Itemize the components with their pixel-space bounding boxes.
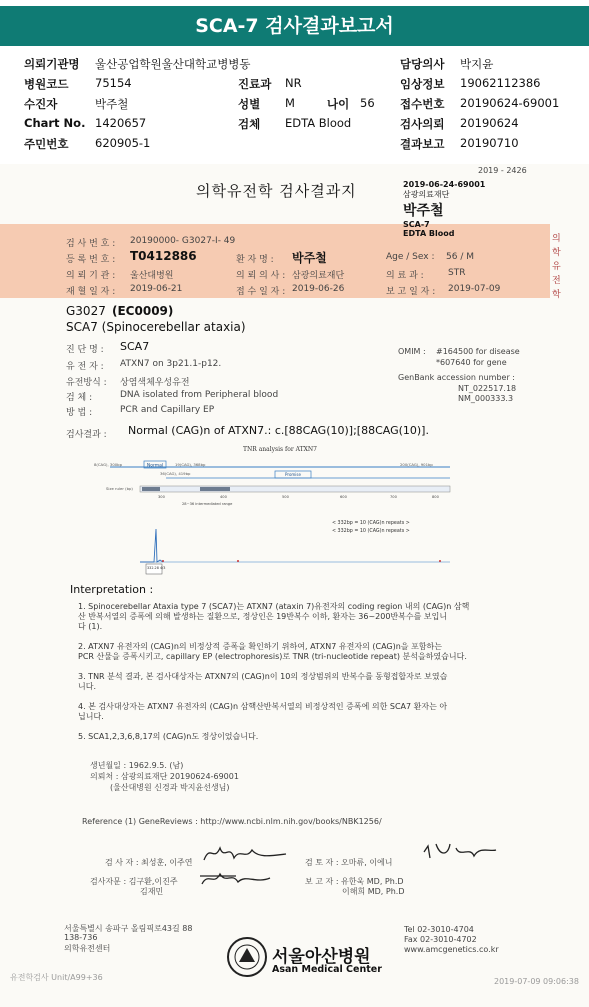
interp-body: [78, 602, 528, 742]
stamp-test: SCA-7: [403, 220, 430, 229]
tick-400: 400: [220, 495, 227, 499]
test-name: SCA7 (Spinocerebellar ataxia): [66, 320, 246, 334]
interp-line: 닙니다.: [78, 712, 104, 721]
genbank-1: NT_022517.18: [458, 384, 517, 393]
reference: Reference (1) GeneReviews : http://www.ncbi.nlm.nih.gov/books/NBK1256/: [82, 817, 382, 826]
interp-line: 산 반복서열의 증폭에 의해 발생하는 질환으로, 정상인은 19반복수 이하, 환자는 36~200반복수를 보입니: [78, 612, 448, 621]
ruler-label: Size ruler (bp): [106, 486, 133, 491]
dept-value: NR: [285, 76, 302, 90]
stamp-name: 박주철: [403, 203, 444, 219]
receipt-no-label: 접수번호: [400, 97, 445, 111]
mid2-label: 36(CAG), 419bp: [160, 471, 191, 476]
interp-line: 5. SCA1,2,3,6,8,17의 (CAG)n도 정상이었습니다.: [78, 732, 259, 741]
genbank-label: GenBank accession number :: [398, 373, 515, 382]
marker-2: [237, 560, 239, 562]
ruler-mark-1: [142, 487, 160, 491]
result-label: 검사결과 :: [66, 430, 107, 440]
hospital-code-value: 75154: [95, 76, 132, 90]
top-number: 2019 - 2426: [478, 166, 527, 175]
doctor-label: 담당의사: [400, 57, 445, 71]
address-1: 서울특별시 송파구 올림픽로43길 88: [64, 924, 193, 933]
hospital-name-kr: 서울아산병원: [272, 947, 371, 967]
request-date-label: 검사의뢰: [400, 117, 445, 131]
inherit-value: 상염색체우성유전: [120, 378, 190, 388]
sex-label: 성별: [238, 97, 261, 111]
peak-trace: [140, 529, 163, 562]
marker-3: [439, 560, 441, 562]
result-value: Normal (CAG)n of ATXN7.: c.[88CAG(10)];[88CAG(10)].: [128, 424, 429, 437]
address-3: 의학유전센터: [64, 944, 111, 953]
hospital-name-en: Asan Medical Center: [272, 964, 382, 975]
footer-right: 2019-07-09 09:06:38: [494, 977, 579, 986]
promo-label: Promise: [285, 472, 301, 477]
advisor-2: 김재민: [140, 887, 164, 896]
marker-1: [162, 560, 164, 562]
repeat-note-1: < 332bp = 10 (CAG)n repeats >: [332, 521, 410, 526]
reviewer: 검 토 자 : 오마류, 이에니: [305, 858, 393, 867]
doctor-value-scan: 삼광의료재단: [292, 271, 345, 281]
tick-600: 600: [340, 495, 347, 499]
doc-title: 의학유전학 검사결과지: [196, 182, 357, 200]
tick-800: 800: [432, 495, 439, 499]
peak-label: 332.28 4/3: [147, 566, 166, 570]
interp-line: 3. TNR 분석 결과, 본 검사대상자는 ATXN7의 (CAG)n이 10의 정상범위의 반복수를 동형접합자로 보였습: [78, 672, 448, 681]
exec-date-value: 2019-06-21: [130, 284, 183, 294]
method-label: 방 법 :: [66, 408, 93, 418]
institution-value: 울산공업학원울산대학교병병동: [95, 57, 251, 71]
age-value: 56: [360, 96, 375, 110]
dx-label: 진 단 명 :: [66, 345, 104, 355]
right-label: 200(CAG), 901bp: [400, 462, 433, 467]
address-2: 138-736: [64, 933, 98, 942]
footer-left: 유전학검사 Unit/A99+36: [10, 973, 103, 982]
header-info: [0, 52, 589, 152]
age-sex-label: Age / Sex :: [386, 252, 435, 262]
dx-value: SCA7: [120, 340, 150, 353]
reg-no-value: T0412886: [130, 249, 197, 263]
report-date-value-scan: 2019-07-09: [448, 284, 501, 294]
institution-label-scan: 의 뢰 기 관 :: [66, 271, 116, 281]
stamp-line2: 삼광의료재단: [403, 190, 450, 199]
request-line-2: (울산대병원 신경과 박지윤선생님): [110, 783, 230, 792]
advisor-signature: [196, 866, 276, 890]
interp-title: Interpretation :: [70, 583, 154, 596]
patient-name-value: 박주철: [292, 251, 327, 265]
doctor-value: 박지윤: [460, 57, 494, 71]
repeat-note-2: < 332bp = 10 (CAG)n repeats >: [332, 529, 410, 534]
institution-value-scan: 울산대병원: [130, 271, 174, 281]
side-label: 의학유전학: [552, 234, 561, 300]
interp-line: 니다.: [78, 682, 96, 691]
tel: Tel 02-3010-4704: [404, 925, 474, 934]
spec-label: 검 체 :: [66, 393, 93, 403]
exam-no-value: 20190000- G3027-I- 49: [130, 236, 236, 246]
reporter: 보 고 자 : 유한욱 MD, Ph.D: [305, 877, 404, 886]
age-label: 나이: [327, 97, 350, 111]
stamp-specimen: EDTA Blood: [403, 229, 455, 238]
clinical-info-value: 19062112386: [460, 76, 541, 90]
reporter-2: 이해희 MD, Ph.D: [342, 887, 405, 896]
recv-date-value: 2019-06-26: [292, 284, 345, 294]
intermediate-label: 28~36 intermediated range: [182, 502, 233, 506]
dept-label: 진료과: [238, 77, 272, 91]
fax: Fax 02-3010-4702: [404, 935, 477, 944]
request-date-value: 20190624: [460, 116, 519, 130]
chart-no-value: 1420657: [95, 116, 147, 130]
chart-no-label: Chart No.: [24, 116, 86, 130]
mid1-label: 19(CAG), 368bp: [175, 462, 206, 467]
spec-value: DNA isolated from Peripheral blood: [120, 390, 279, 400]
inherit-label: 유전방식 :: [66, 378, 107, 388]
test-code2: (EC0009): [112, 304, 174, 318]
website: www.amcgenetics.co.kr: [404, 945, 499, 954]
resident-no-label: 주민번호: [24, 137, 69, 151]
omim-disease: #164500 for disease: [436, 347, 520, 356]
ruler-mark-2: [200, 487, 230, 491]
interp-line: PCR 산물을 증폭시키고, capillary EP (electrophoresis)로 TNR (tri-nucleotide repeat) 분석을하였습니다.: [78, 652, 467, 661]
sex-value: M: [285, 96, 295, 110]
hospital-code-label: 병원코드: [24, 77, 69, 91]
reviewer-signature: [420, 838, 500, 864]
examiner: 검 사 자 : 최성훈, 이주연: [105, 858, 193, 867]
dept-label-scan: 의 료 과 :: [386, 271, 424, 281]
report-date-value: 20190710: [460, 136, 519, 150]
interp-line: 2. ATXN7 유전자의 (CAG)n의 비정상적 증폭을 확인하기 위하여, ATXN7 유전자의 (CAG)n을 포함하는: [78, 642, 442, 651]
gene-value: ATXN7 on 3p21.1-p12.: [120, 359, 222, 369]
patient-value: 박주철: [95, 97, 129, 111]
asan-foundation-logo: [226, 936, 268, 978]
electropherogram: [94, 442, 460, 578]
tick-300: 300: [158, 495, 165, 499]
report-title: SCA-7 검사결과보고서: [0, 6, 589, 46]
dept-value-scan: STR: [448, 268, 466, 278]
stamp-line1: 2019-06-24-69001: [403, 180, 486, 189]
interp-line: 1. Spinocerebellar Ataxia type 7 (SCA7)는 ATXN7 (ataxin 7)유전자의 coding region 내의 (CAG)n 삼핵: [78, 602, 470, 611]
normal-label: Normal: [146, 463, 164, 469]
interp-line: 4. 본 검사대상자는 ATXN7 유전자의 (CAG)n 삼핵산반복서열의 비정상적인 증폭에 의한 SCA7 환자는 아: [78, 702, 448, 711]
resident-no-value: 620905-1: [95, 136, 151, 150]
birth-line: 생년월일 : 1962.9.5. (남): [90, 761, 184, 770]
doctor-label-scan: 의 뢰 의 사 :: [236, 271, 286, 281]
receipt-no-value: 20190624-69001: [460, 96, 560, 110]
advisor: 검사자문 : 김구환,이진주: [90, 877, 178, 886]
exam-no-label: 검 사 번 호 :: [66, 239, 116, 249]
tick-700: 700: [390, 495, 397, 499]
omim-label: OMIM :: [398, 347, 426, 356]
receipt-stamp: [403, 180, 523, 238]
report-date-label: 결과보고: [400, 137, 445, 151]
age-sex-value: 56 / M: [446, 252, 474, 262]
size-ruler: [140, 486, 450, 492]
examiner-signature: [200, 840, 290, 866]
reg-no-label: 등 록 번 호 :: [66, 255, 116, 265]
gene-label: 유 전 자 :: [66, 362, 104, 372]
request-line: 의뢰처 : 삼광의료재단 20190624-69001: [90, 772, 239, 781]
omim-gene: *607640 for gene: [436, 358, 507, 367]
clinical-info-label: 임상정보: [400, 77, 445, 91]
report-date-label-scan: 보 고 일 자 :: [386, 287, 436, 297]
exec-date-label: 재 혈 일 자 :: [66, 287, 116, 297]
interp-line: 다 (1).: [78, 622, 103, 631]
test-code: G3027: [66, 304, 106, 318]
specimen-label: 검체: [238, 117, 261, 131]
method-value: PCR and Capillary EP: [120, 405, 215, 415]
institution-label: 의뢰기관명: [24, 57, 80, 71]
chart-title: TNR analysis for ATXN7: [243, 446, 317, 453]
genbank-2: NM_000333.3: [458, 394, 514, 403]
left-label: 8(CAG), 300bp: [94, 462, 122, 467]
specimen-value: EDTA Blood: [285, 116, 352, 130]
patient-label: 수진자: [24, 97, 58, 111]
recv-date-label: 접 수 일 자 :: [236, 287, 286, 297]
tick-500: 500: [282, 495, 289, 499]
patient-name-label: 환 자 명 :: [236, 255, 274, 265]
